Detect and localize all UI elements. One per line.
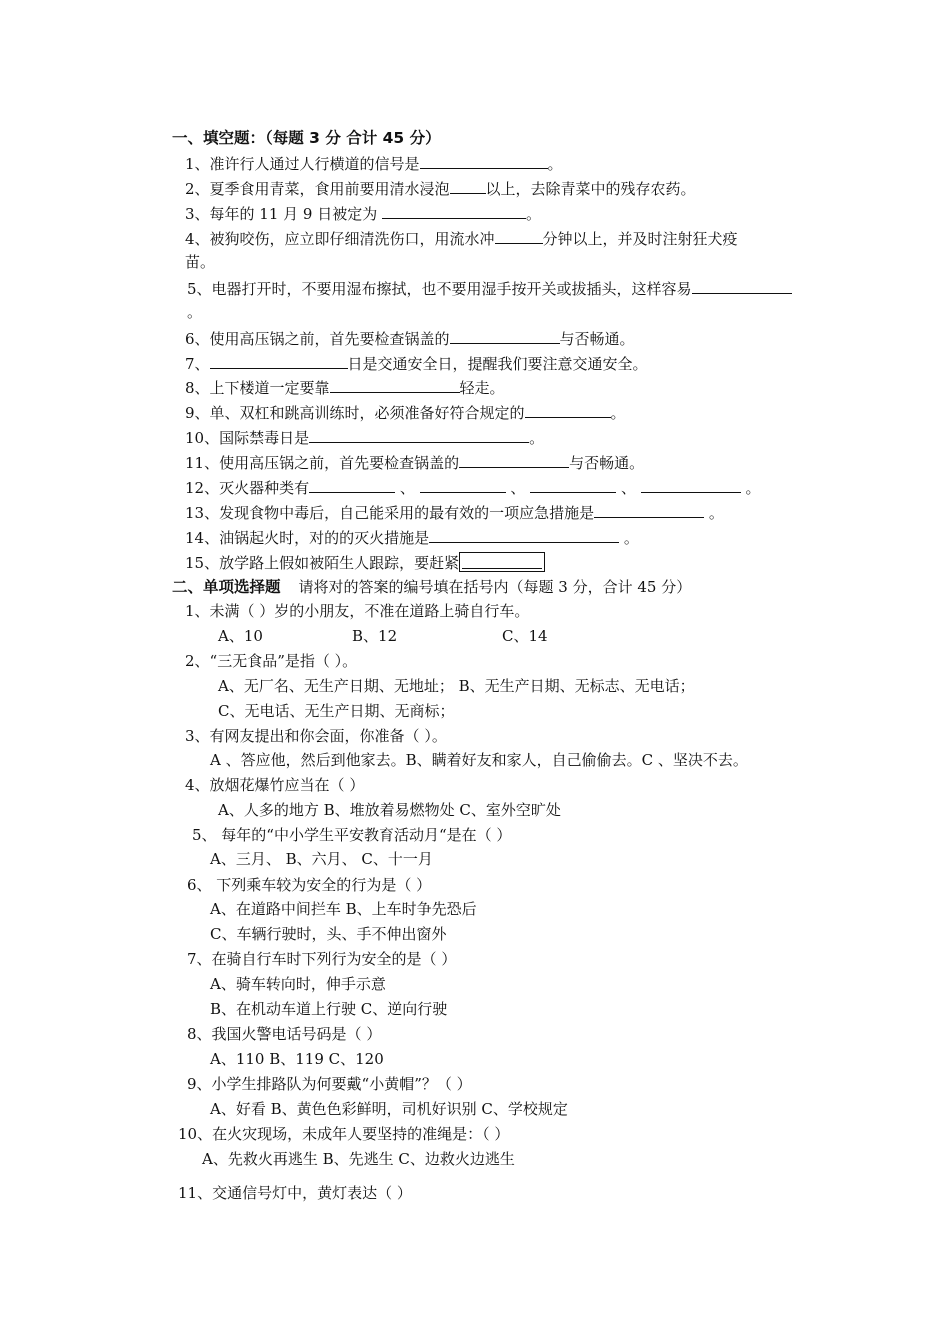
fill-question-6: 6、使用高压锅之前，首先要检查锅盖的 与否畅通。 [185,330,635,348]
choice-3-options[interactable]: A 、答应他，然后到他家去。B、瞒着好友和家人，自己偷偷去。C 、坚决不去。 [210,751,748,769]
answer-blank[interactable] [450,328,560,344]
choice-9-options[interactable]: A、好看 B、黄色色彩鲜明，司机好识别 C、学校规定 [210,1100,568,1118]
fill-question-1: 1、准许行人通过人行横道的信号是 。 [185,155,563,173]
fill-question-4-continued: 苗。 [185,253,216,271]
section2-title: 二、单项选择题 [172,578,281,596]
answer-blank[interactable] [420,477,506,493]
fill-question-10: 10、国际禁毒日是 。 [185,429,545,447]
fill-question-5: 5、电器打开时，不要用湿布擦拭，也不要用湿手按开关或拔插头，这样容易 [187,278,792,299]
choice-1-option-a[interactable]: A、10 [218,627,263,645]
choice-question-7: 7、在骑自行车时下列行为安全的是（ ） [187,950,457,968]
choice-10-options[interactable]: A、先救火再逃生 B、先逃生 C、边救火边逃生 [202,1150,515,1168]
fill-question-9: 9、单、双杠和跳高训练时，必须准备好符合规定的 。 [185,404,626,422]
answer-blank[interactable] [309,477,395,493]
choice-question-9: 9、小学生排路队为何要戴“小黄帽”？（ ） [187,1075,472,1093]
choice-question-6: 6、 下列乘车较为安全的行为是（ ） [187,876,432,894]
choice-7-option-a[interactable]: A、骑车转向时，伸手示意 [210,975,386,993]
choice-question-11: 11、交通信号灯中，黄灯表达（ ） [178,1184,412,1202]
choice-question-2: 2、“三无食品”是指（ ）。 [185,652,358,670]
choice-question-3: 3、有网友提出和你会面，你准备（ ）。 [185,727,447,745]
answer-blank[interactable] [450,178,486,194]
fill-question-14: 14、油锅起火时，对的的灭火措施是 。 [185,529,639,547]
choice-5-options[interactable]: A、三月、 B、六月、 C、十一月 [210,850,433,868]
answer-box[interactable] [459,552,545,572]
answer-blank[interactable] [459,452,569,468]
section2-header [172,577,691,597]
choice-4-options[interactable]: A、人多的地方 B、堆放着易燃物处 C、室外空旷处 [218,801,561,819]
choice-1-option-c[interactable]: C、14 [502,627,548,645]
answer-blank[interactable] [429,527,619,543]
answer-blank[interactable] [382,203,526,219]
choice-6-options-ab[interactable]: A、在道路中间拦车 B、上车时争先恐后 [210,900,477,918]
choice-question-5: 5、 每年的“中小学生平安教育活动月“是在（ ） [192,826,512,844]
answer-blank[interactable] [530,477,616,493]
fill-question-13: 13、发现食物中毒后，自己能采用的最有效的一项应急措施是 。 [185,504,724,522]
choice-2-options-ab[interactable]: A、无厂名、无生产日期、无地址； B、无生产日期、无标志、无电话； [218,677,695,695]
answer-blank[interactable] [495,228,543,244]
answer-blank[interactable] [210,353,348,369]
answer-blank[interactable] [330,377,460,393]
section1-title: 一、填空题：（每题 3 分 合计 45 分） [172,129,441,147]
answer-blank[interactable] [309,427,529,443]
fill-question-4: 4、被狗咬伤，应立即仔细清洗伤口，用流水冲 分钟以上，并及时注射狂犬疫 [185,230,738,248]
choice-1-option-b[interactable]: B、12 [352,627,398,645]
fill-question-3: 3、每年的 11 月 9 日被定为 。 [185,205,542,223]
choice-7-options-bc[interactable]: B、在机动车道上行驶 C、逆向行驶 [210,1000,448,1018]
fill-question-2: 2、夏季食用青菜，食用前要用清水浸泡 以上，去除青菜中的残存农药。 [185,180,696,198]
choice-question-1: 1、未满（ ）岁的小朋友，不准在道路上骑自行车。 [185,602,530,620]
fill-question-8: 8、上下楼道一定要靠 轻走。 [185,379,505,397]
choice-8-options[interactable]: A、110 B、119 C、120 [210,1050,384,1068]
fill-question-12: 12、灭火器种类有 、 、 、 。 [185,479,761,497]
fill-question-11: 11、使用高压锅之前，首先要检查锅盖的 与否畅通。 [185,454,645,472]
fill-question-15: 15、放学路上假如被陌生人跟踪，要赶紧 [185,552,545,573]
answer-blank[interactable] [594,502,704,518]
fill-question-7: 7、 日是交通安全日，提醒我们要注意交通安全。 [185,355,648,373]
choice-question-10: 10、在火灾现场，未成年人要坚持的准绳是：（ ） [178,1125,510,1143]
fill-question-5-continued: 。 [187,303,203,321]
choice-question-8: 8、我国火警电话号码是（ ） [187,1025,382,1043]
section2-instruction: 请将对的答案的编号填在括号内（每题 3 分，合计 45 分） [298,578,692,596]
answer-blank[interactable] [641,477,741,493]
choice-6-option-c[interactable]: C、车辆行驶时，头、手不伸出窗外 [210,925,447,943]
choice-2-option-c[interactable]: C、无电话、无生产日期、无商标； [218,702,455,720]
answer-blank[interactable] [525,402,611,418]
choice-question-4: 4、放烟花爆竹应当在（ ） [185,776,365,794]
answer-blank[interactable] [692,278,792,294]
answer-blank[interactable] [420,153,548,169]
